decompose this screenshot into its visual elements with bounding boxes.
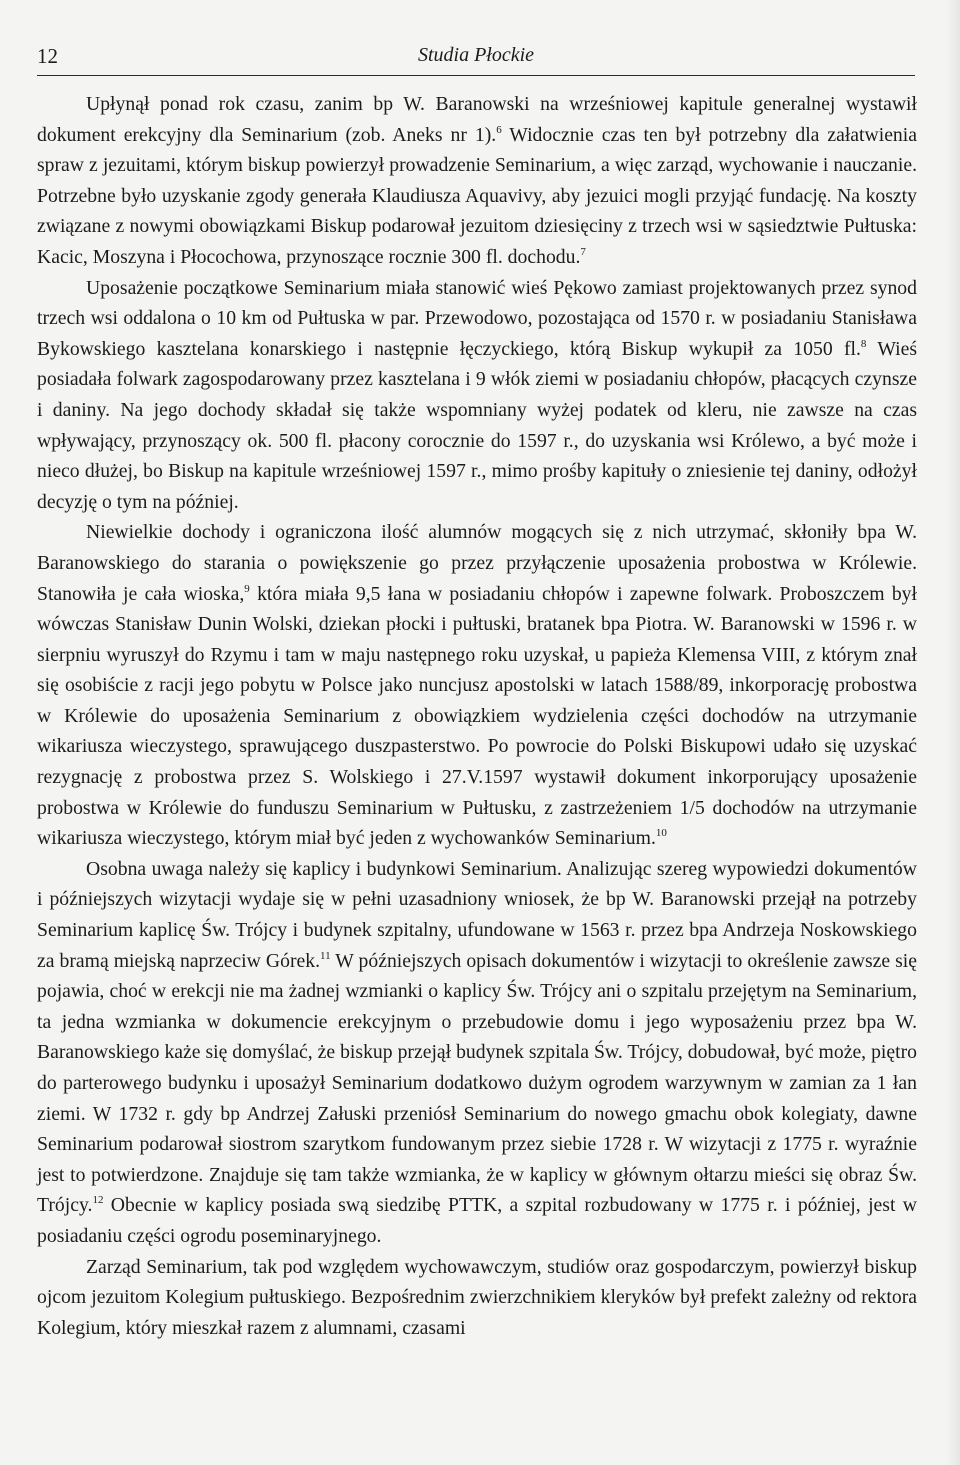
paragraph (37, 1252, 917, 1344)
paragraph (37, 517, 917, 854)
scan-edge-shadow (946, 0, 960, 1465)
body-text (37, 89, 917, 1343)
page-number: 12 (37, 44, 58, 68)
paragraph (37, 854, 917, 1252)
paragraph (37, 273, 917, 518)
text-run: Widocznie czas ten był potrzebny dla załatwienia spraw z jezuitami, którym biskup powierzył prowadzenie Seminarium, a więc zarząd, wychowanie i nauczanie. Potrzebne było uzyskanie zgody generała Klaudiusza Aquavivy, aby jezuici mogli przyjąć fundację. Na koszty związane z nowymi obowiązkami Biskup podarował jezuitom dziesięciny z trzech wsi w sąsiedztwie Pułtuska: Kacic, Moszyna i Płocochowa, przynoszące rocznie 300 fl. dochodu. (37, 123, 917, 268)
footnote-ref: 11 (320, 949, 331, 962)
text-run: Uposażenie początkowe Seminarium miała stanowić wieś Pękowo zamiast projektowanych przez synod trzech wsi oddalona o 10 km od Pułtuska w par. Przewodowo, pozostająca od 1570 r. w posiadaniu Stanisława Bykowskiego kasztelana konarskiego i następnie łęczyckiego, którą Biskup wykupił za 1050 fl. (37, 276, 917, 360)
text-run: Wieś posiadała folwark zagospodarowany przez kasztelana i 9 włók ziemi w posiadaniu chłopów, płacących czynsze i daniny. Na jego dochody składał się także wspomniany wyżej podatek od kleru, nie zawsze na czas wpływający, przynoszący ok. 500 fl. płacony corocznie do 1597 r., do uzyskania wsi Królewo, a być może i nieco dłużej, bo Biskup na kapitule wrześniowej 1597 r., mimo prośby kapituły o zniesienie tej daniny, odłożył decyzję o tym na później. (37, 337, 917, 513)
running-title: Studia Płockie (417, 44, 535, 66)
paragraph (37, 89, 917, 273)
header-rule (37, 75, 915, 76)
page-header (37, 44, 915, 72)
footnote-ref: 6 (496, 123, 502, 136)
text-run: Upłynął ponad rok czasu, zanim bp W. Baranowski na wrześniowej kapitule generalnej wystawił dokument erekcyjny dla Seminarium (zob. Aneks nr 1). (37, 93, 917, 146)
footnote-ref: 10 (655, 827, 667, 840)
footnote-ref: 8 (860, 337, 867, 350)
text-run: Niewielkie dochody i ograniczona ilość alumnów mogących się z nich utrzymać, skłoniły bpa W. Baranowskiego do starania o powiększenie go przez przyłączenie uposażenia probostwa w Królewie. Stanowiła je cała wioska, (37, 521, 917, 605)
text-run: Zarząd Seminarium, tak pod względem wychowawczym, studiów oraz gospodarczym, powierzył biskup ojcom jezuitom Kolegium pułtuskiego. Bezpośrednim zwierzchnikiem kleryków był prefekt zależny od rektora Kolegium, który mieszkał razem z alumnami, czasami (37, 1255, 917, 1339)
text-run: Obecnie w kaplicy posiada swą siedzibę PTTK, a szpital rozbudowany w 1775 r. i później, jest w posiadaniu części ogrodu poseminaryjnego. (37, 1194, 917, 1247)
footnote-ref: 7 (580, 245, 586, 258)
text-run: Osobna uwaga należy się kaplicy i budynkowi Seminarium. Analizując szereg wypowiedzi dokumentów i późniejszych wizytacji wydaje się w pełni uzasadniony wniosek, że bp W. Baranowski przejął na potrzeby Seminarium kaplicę Św. Trójcy i budynek szpitalny, ufundowane w 1563 r. przez bpa Andrzeja Noskowskiego za bramą miejską naprzeciw Górek. (37, 857, 917, 972)
text-run: która miała 9,5 łana w posiadaniu chłopów i zapewne folwark. Proboszczem był wówczas Stanisław Dunin Wolski, dziekan płocki i pułtuski, bratanek bpa Piotra. W. Baranowski w 1596 r. w sierpniu wyruszył do Rzymu i tam w maju następnego roku uzyskał, u papieża Klemensa VIII, z którym znał się osobiście z racji jego pobytu w Polsce jako nuncjusz apostolski w latach 1588/89, inkorporację probostwa w Królewie do uposażenia Seminarium z obowiązkiem wydzielenia części dochodów na utrzymanie wikariusza wieczystego, sprawującego duszpasterstwo. Po powrocie do Polski Biskupowi udało się uzyskać rezygnację z probostwa przez S. Wolskiego i 27.V.1597 wystawił dokument inkorporujący uposażenie probostwa w Królewie do funduszu Seminarium w Pułtusku, z zastrzeżeniem 1/5 dochodów na utrzymanie wikariusza wieczystego, którym miał być jeden z wychowanków Seminarium. (37, 582, 917, 850)
footnote-ref: 12 (92, 1194, 104, 1207)
footnote-ref: 9 (244, 582, 250, 595)
text-run: W późniejszych opisach dokumentów i wizytacji to określenie zawsze się pojawia, choć w erekcji nie ma żadnej wzmianki o kaplicy Św. Trójcy ani o szpitalu przejętym na Seminarium, ta jedna wzmianka w dokumencie erekcyjnym o przebudowie domu i jego wyposażeniu przez bpa W. Baranowskiego każe się domyślać, że biskup przejął budynek szpitala Św. Trójcy, dobudował, być może, piętro do parterowego budynku i uposażył Seminarium dodatkowo dużym ogrodem warzywnym w zamian za 1 łan ziemi. W 1732 r. gdy bp Andrzej Załuski przeniósł Seminarium do nowego gmachu obok kolegiaty, dawne Seminarium podarował siostrom szarytkom fundowanym przez siebie 1728 r. W wizytacji z 1775 r. wyraźnie jest to potwierdzone. Znajduje się tam także wzmianka, że w kaplicy w głównym ołtarzu mieści się obraz Św. Trójcy. (37, 949, 917, 1217)
